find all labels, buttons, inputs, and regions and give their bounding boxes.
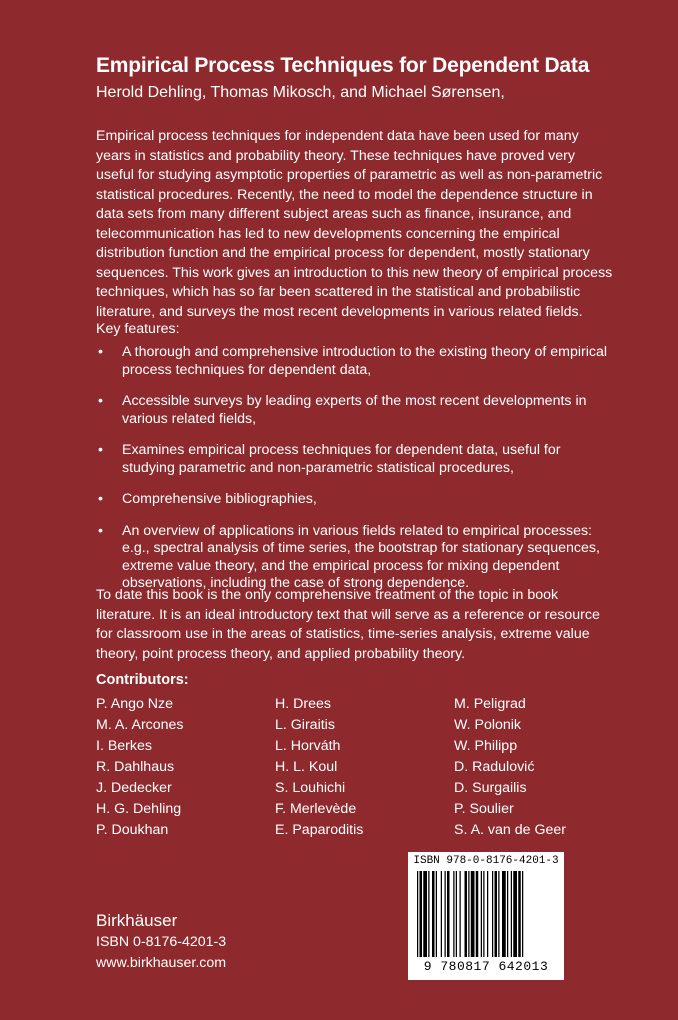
contributors-title: Contributors: (96, 672, 189, 688)
barcode-bar (498, 871, 499, 957)
barcode-bar (522, 871, 523, 957)
bullet-icon: • (98, 491, 103, 507)
barcode-bar (453, 871, 454, 957)
contributor-name: P. Doukhan (96, 822, 169, 838)
barcode-bar (495, 871, 498, 957)
key-features-list (96, 344, 616, 607)
contributor-name: M. Peligrad (454, 696, 526, 712)
bullet-icon: • (98, 344, 103, 360)
contributors-column-3 (454, 694, 566, 841)
key-features-label: Key features: (96, 321, 180, 337)
feature-item (96, 523, 616, 593)
book-authors: Herold Dehling, Thomas Mikosch, and Michael Sørensen, (96, 84, 505, 101)
contributor-name: D. Surgailis (454, 780, 527, 796)
contributors-column-2 (275, 694, 363, 841)
contributor-name: H. L. Koul (275, 759, 338, 775)
publisher-isbn: ISBN 0-8176-4201-3 (96, 934, 227, 950)
barcode-isbn-label: ISBN 978-0-8176-4201-3 (413, 855, 559, 867)
barcode-bar (460, 871, 461, 957)
contributor-name: M. A. Arcones (96, 717, 184, 733)
contributor-name: I. Berkes (96, 738, 152, 754)
barcode-bar (507, 871, 508, 957)
contributor-name: H. Drees (275, 696, 331, 712)
feature-item (96, 344, 616, 379)
contributor-name: E. Paparoditis (275, 822, 364, 838)
feature-item (96, 393, 616, 428)
feature-text: Examines empirical process techniques for dependent data, useful for studying parametric and non-parametric statistical procedures, (122, 442, 561, 476)
barcode-bar (513, 871, 517, 957)
barcode-bar (502, 871, 506, 957)
barcode-bar (423, 871, 427, 957)
feature-text: A thorough and comprehensive introduction to the existing theory of empirical process techniques for dependent data, (122, 344, 608, 378)
barcode-bar (428, 871, 429, 957)
feature-text: An overview of applications in various fields related to empirical processes: e.g., spectral analysis of time series, the bootstrap for stationary sequences, extreme value theory, and the empirical process for mixing dependent observations, including the case of strong dependence. (122, 522, 600, 591)
barcode-bars-icon (415, 871, 557, 959)
barcode-bar (436, 871, 437, 957)
barcode-bar (432, 871, 435, 957)
barcode-bar (518, 871, 521, 957)
publisher-name: Birkhäuser (96, 911, 178, 930)
contributors-column-1 (96, 694, 184, 841)
contributor-name: P. Ango Nze (96, 696, 174, 712)
feature-item (96, 442, 616, 477)
book-title: Empirical Process Techniques for Dependent Data (96, 54, 590, 77)
feature-item (96, 491, 616, 509)
barcode-bar (465, 871, 468, 957)
contributor-name: P. Soulier (454, 801, 514, 817)
closing-text: To date this book is the only comprehensive treatment of the topic in book literature. It is an ideal introductory text that will serve as a reference or resource for classroom use in the areas of statistics, time-series analysis, extreme value theory, point process theory, and applied probability theory. (96, 587, 600, 662)
contributor-name: S. A. van de Geer (454, 822, 566, 838)
contributor-name: L. Giraitis (275, 717, 335, 733)
barcode-bar (441, 871, 442, 957)
barcode-bar (445, 871, 446, 957)
contributor-name: L. Horváth (275, 738, 341, 754)
contributor-name: S. Louhichi (275, 780, 346, 796)
barcode-bar (420, 871, 423, 957)
barcode-bar (417, 871, 418, 957)
barcode-bar (447, 871, 450, 957)
contributor-name: W. Polonik (454, 717, 522, 733)
barcode-digits: 9 780817 642013 (423, 959, 549, 974)
barcode-bar (487, 871, 488, 957)
barcode-bar (483, 871, 484, 957)
barcode-bar (492, 871, 493, 957)
feature-text: Accessible surveys by leading experts of the most recent developments in various related fields, (122, 393, 587, 427)
barcode-bar (471, 871, 475, 957)
bullet-icon: • (98, 393, 103, 409)
description-paragraph: Empirical process techniques for independent data have been used for many years in statistics and probability theory. These techniques have proved very useful for studying asymptotic properties of parametric as well as non-parametric statistical procedures. Recently, the need to model the dependence structure in data sets from many different subject areas such as finance, insurance, and telecommunication has led to new developments concerning the empirical distribution function and the empirical process for dependent, mostly stationary sequences. This work gives an introduction to this new theory of empirical process techniques, which has so far been scattered in the statistical and probabilistic literature, and surveys the most recent developments in various related fields. (96, 128, 613, 320)
barcode-bar (481, 871, 482, 957)
barcode-bar (511, 871, 512, 957)
contributor-name: R. Dahlhaus (96, 759, 175, 775)
barcode-bar (456, 871, 457, 957)
contributor-name: F. Merlevède (275, 801, 357, 817)
publisher-website: www.birkhauser.com (96, 955, 227, 971)
barcode-bar (476, 871, 479, 957)
bullet-icon: • (98, 442, 103, 458)
barcode-bar (468, 871, 469, 957)
contributor-name: W. Philipp (454, 738, 518, 754)
contributor-name: J. Dedecker (96, 780, 172, 796)
contributor-name: H. G. Dehling (96, 801, 182, 817)
feature-text: Comprehensive bibliographies, (122, 491, 317, 507)
barcode (408, 852, 564, 980)
closing-paragraph (96, 586, 616, 664)
book-description (96, 127, 616, 322)
contributor-name: D. Radulović (454, 759, 535, 775)
publisher-block (96, 910, 226, 974)
bullet-icon: • (98, 522, 103, 539)
